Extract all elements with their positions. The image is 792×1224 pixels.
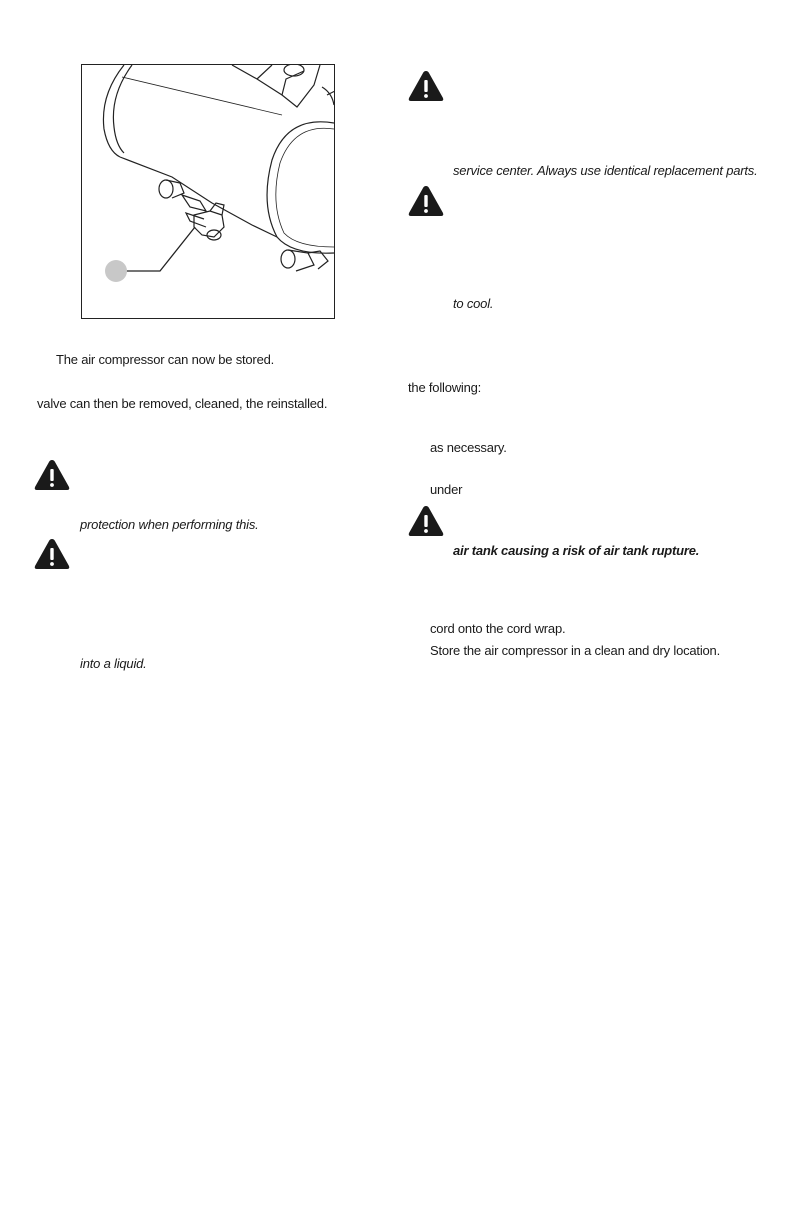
stored-text: The air compressor can now be stored. <box>56 352 275 367</box>
warning-icon <box>408 70 444 102</box>
protection-text: protection when performing this. <box>80 517 259 532</box>
cord-text: cord onto the cord wrap. <box>430 621 566 636</box>
warning-icon <box>408 505 444 537</box>
warning-icon <box>34 459 70 491</box>
warning-icon <box>408 185 444 217</box>
callout-marker <box>105 260 127 282</box>
necessary-text: as necessary. <box>430 440 507 455</box>
rupture-text: air tank causing a risk of air tank rupture. <box>453 543 700 558</box>
under-text: under <box>430 482 463 497</box>
cool-text: to cool. <box>453 296 494 311</box>
store-text: Store the air compressor in a clean and dry location. <box>430 643 720 658</box>
liquid-text: into a liquid. <box>80 656 147 671</box>
valve-text: valve can then be removed, cleaned, the reinstalled. <box>37 396 328 411</box>
air-tank-drawing <box>82 65 335 319</box>
service-text: service center. Always use identical replacement parts. <box>453 163 758 178</box>
drain-valve-illustration <box>81 64 335 319</box>
following-text: the following: <box>408 380 482 395</box>
warning-icon <box>34 538 70 570</box>
